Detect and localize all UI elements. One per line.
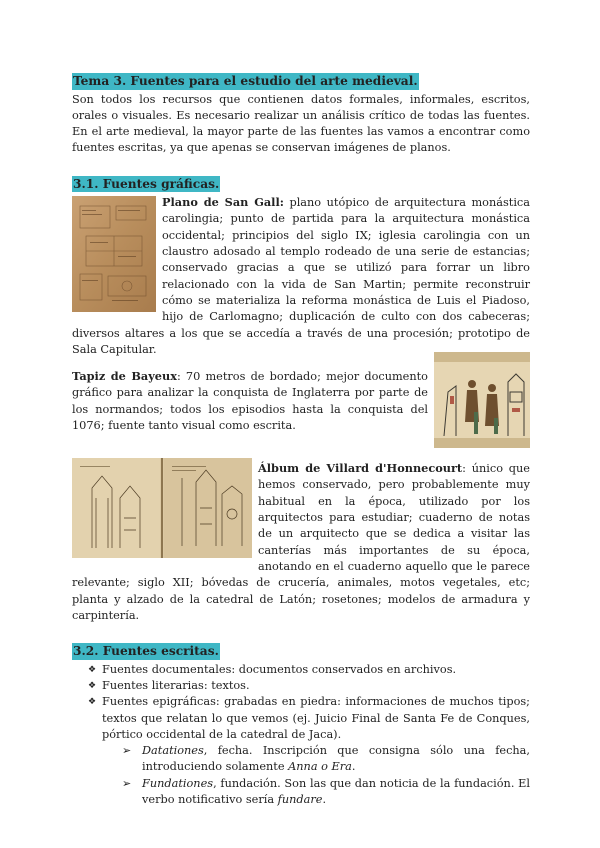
diamond-bullet-icon: ❖ (88, 664, 97, 675)
san-gall-plan-image (72, 196, 156, 316)
bayeux-text: : 70 metros de bordado; mejor documento gráfico para analizar la conquista de Inglaterra por parte de los normandos; todos los episodios hasta la conquista del 1076; fuente tanto visual como escrita. (72, 370, 428, 433)
san-gall-term: Plano de San Gall: (162, 195, 284, 210)
san-gall-text: plano utópico de arquitectura monástica carolingia; punto de partida para la arquitectura monástica occidental; principios del siglo IX; iglesia carolingia con un claustro adosado al templo rodeado de una serie de estancias; conservado gracias a que se utilizó para forrar un libro relacionado con la vida de San Martin; permite reconstruir cómo se materializa la reforma monástica de Luis el Piadoso, hijo de Carlomagno; duplicación de culto con dos cabeceras; diversos altares a los que se accedía a través de una procesión; prototipo de Sala Capitular. (72, 196, 530, 356)
villard-text: : único que hemos conservado, pero probablemente muy habitual en la época, utilizado por los arquitectos para estudiar; cuaderno de notas de un arquitecto que se dedica a visitar las canterías más importantes de su época, anotando en el cuaderno aquello que le parece relevante; siglo XII; bóvedas de crucería, animales, motos vegetales, etc; planta y alzado de la catedral de Latón; rosetones; modelos de armadura y carpintería. (72, 462, 530, 622)
section-2-heading: 3.2. Fuentes escritas. (73, 644, 219, 659)
list-item: ❖ Fuentes epigráficas: grabadas en piedra: informaciones de muchos tipos; textos que relatan lo que vemos (ej. Juicio Final de Santa Fe de Conques, pórtico occidental de la catedral de Jaca). ➢ Datationes, fecha. Inscripción que consigna sólo una fecha, introduciendo solamente Anna o Era. ➢ Fundationes, fundación. Son las que dan noticia de la fundación. El verbo notificativo sería fundare. (72, 694, 530, 808)
section-1-heading-wrap (72, 173, 530, 193)
diamond-bullet-icon: ❖ (88, 697, 97, 708)
sub-list-item: ➢ Datationes, fecha. Inscripción que consigna sólo una fecha, introduciendo solamente Anna o Era. (122, 744, 530, 774)
section-1-heading: 3.1. Fuentes gráficas. (73, 176, 220, 191)
sub-list-item: ➢ Fundationes, fundación. Son las que dan noticia de la fundación. El verbo notificativo sería fundare. (122, 776, 530, 806)
section-2-heading-wrap (72, 640, 530, 660)
bayeux-term: Tapiz de Bayeux (72, 369, 177, 384)
list-item: ❖ Fuentes documentales: documentos conservados en archivos. (72, 662, 530, 678)
intro-paragraph: Son todos los recursos que contienen datos formales, informales, escritos, orales o visuales. Es necesario realizar un análisis crítico de todas las fuentes. En el arte medieval, la mayor parte de las fuentes las vamos a encontrar como fuentes escritas, ya que apenas se conservan imágenes de planos. (72, 92, 530, 155)
page-title-wrap (72, 70, 530, 90)
document-page (72, 70, 530, 808)
diamond-bullet-icon: ❖ (88, 680, 97, 691)
arrow-bullet-icon: ➢ (122, 744, 132, 758)
page-title: Tema 3. Fuentes para el estudio del arte medieval. (73, 74, 418, 88)
bayeux-tapestry-image (434, 352, 530, 452)
written-sources-list (72, 662, 530, 809)
list-item: ❖ Fuentes literarias: textos. (72, 678, 530, 694)
epigraphic-sublist (72, 743, 530, 808)
villard-album-image (72, 458, 252, 562)
arrow-bullet-icon: ➢ (122, 776, 132, 790)
villard-term: Álbum de Villard d'Honnecourt (258, 461, 463, 476)
